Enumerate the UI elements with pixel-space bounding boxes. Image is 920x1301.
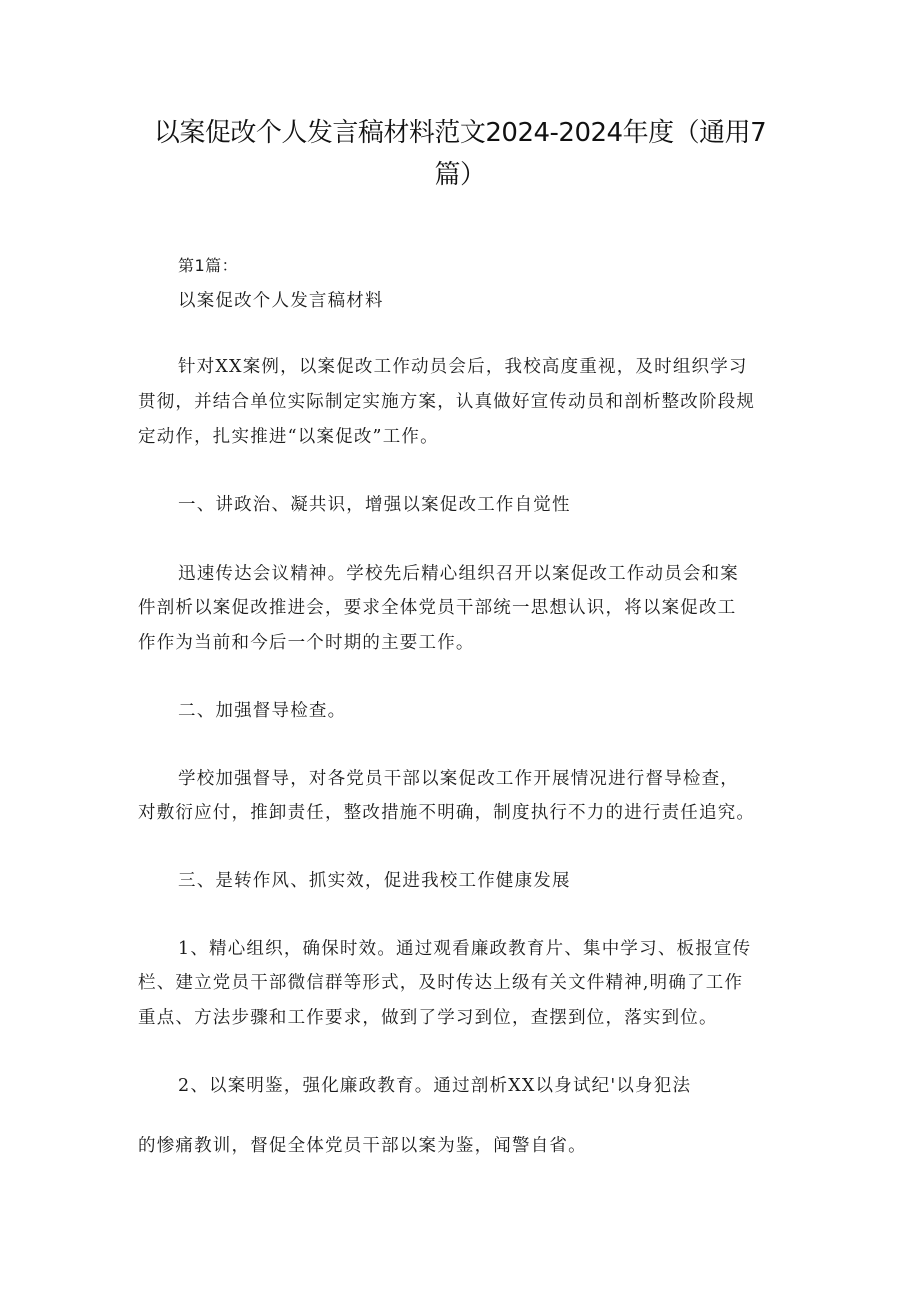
paragraph-3-line-2: 对敷衍应付，推卸责任，整改措施不明确，制度执行不力的进行责任追究。 [138,803,756,823]
document-title [150,112,770,196]
paragraph-2-line-3: 作作为当前和今后一个时期的主要工作。 [138,633,475,653]
title-line-2: 篇） [434,160,486,190]
paragraph-4-line-3: 重点、方法步骤和工作要求，做到了学习到位，查摆到位，落实到位。 [138,1008,718,1028]
paragraph-5-line-1: 2、以案明鉴，强化廉政教育。通过剖析XX以身试纪'以身犯法 [178,1076,692,1096]
paragraph-2-line-1: 迅速传达会议精神。学校先后精心组织召开以案促改工作动员会和案 [178,564,739,584]
paragraph-1-line-3: 定动作，扎实推进“以案促改”工作。 [138,427,439,447]
paragraph-2-line-2: 件剖析以案促改推进会，要求全体党员干部统一思想认识，将以案促改工 [138,598,737,618]
paragraph-3-line-1: 学校加强督导，对各党员干部以案促改工作开展情况进行督导检查， [178,769,739,789]
section-label: 第1篇： [178,256,239,275]
section-heading-1: 一、讲政治、凝共识，增强以案促改工作自觉性 [178,495,571,515]
section-heading-3: 三、是转作风、抓实效，促进我校工作健康发展 [178,871,571,891]
paragraph-4-line-2: 栏、建立党员干部微信群等形式，及时传达上级有关文件精神,明确了工作 [138,973,744,993]
paragraph-1-line-1: 针对XX案例，以案促改工作动员会后，我校高度重视，及时组织学习 [178,357,748,377]
paragraph-5-line-2: 的惨痛教训，督促全体党员干部以案为鉴，闻警自省。 [138,1136,587,1156]
paragraph-4-line-1: 1、精心组织，确保时效。通过观看廉政教育片、集中学习、板报宣传 [178,939,752,959]
section-heading-2: 二、加强督导检查。 [178,701,347,721]
document-subtitle: 以案促改个人发言稿材料 [178,291,384,311]
paragraph-1-line-2: 贯彻，并结合单位实际制定实施方案，认真做好宣传动员和剖析整改阶段规 [138,392,756,412]
title-line-1: 以案促改个人发言稿材料范文2024-2024年度（通用7 [153,118,767,148]
